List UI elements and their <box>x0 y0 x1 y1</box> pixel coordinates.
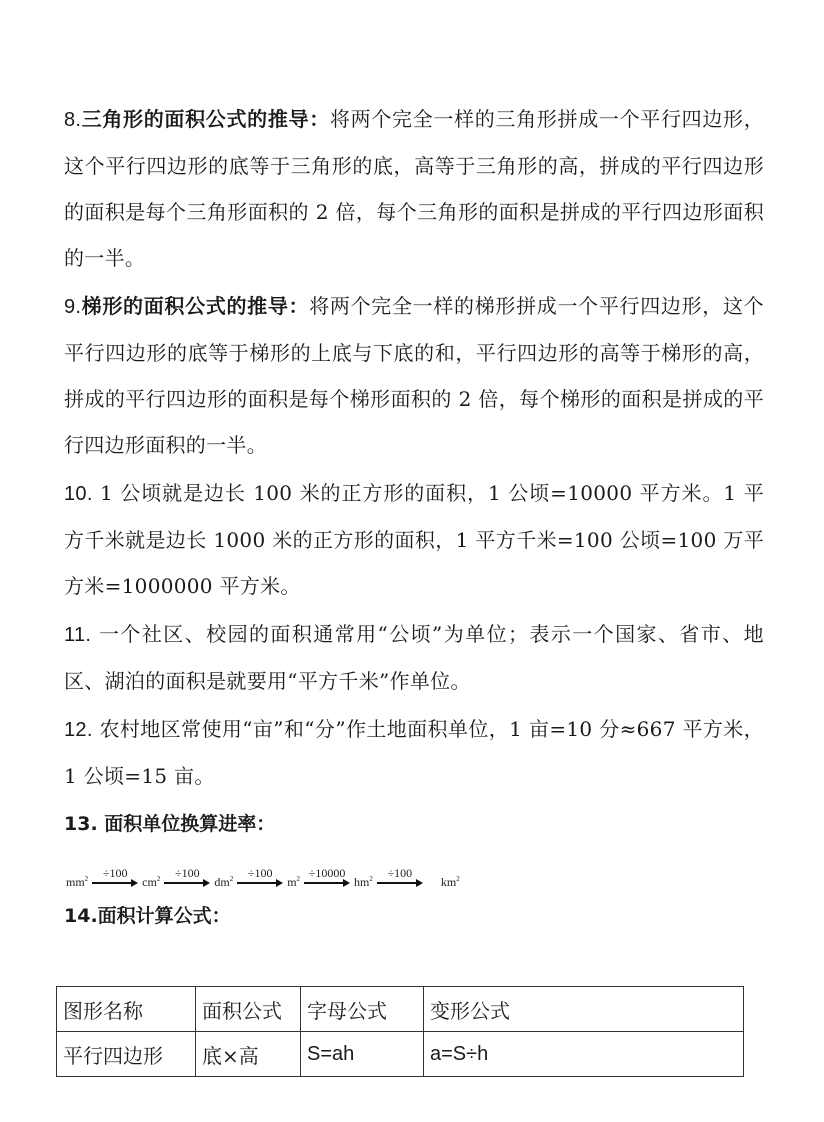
table-cell: S=ah <box>301 1032 424 1077</box>
item-number: 8. <box>64 109 82 131</box>
arrow-right-icon <box>304 879 350 887</box>
paragraph-text: 1 公顷就是边长 100 米的正方形的面积，1 公顷=10000 平方米。1 平方千米就是边长 1000 米的正方形的面积，1 平方千米=100 公顷=100 万平方米=1000000 平方米。 <box>64 481 764 598</box>
unit-km: $km^2$ <box>440 875 460 889</box>
paragraph-text: 将两个完全一样的梯形拼成一个平行四边形，这个平行四边形的底等于梯形的上底与下底的和，平行四边形的高等于梯形的高，拼成的平行四边形的面积是每个梯形面积的 2 倍，每个梯形的面积是拼成的平行四边形面积的一半。 <box>64 294 764 457</box>
paragraph-12 <box>64 706 764 799</box>
document-body <box>64 96 764 939</box>
table-header-cell: 变形公式 <box>424 987 744 1032</box>
paragraph-11 <box>64 611 764 704</box>
table-cell: 平行四边形 <box>57 1032 196 1077</box>
item-number: 10. <box>64 483 93 505</box>
area-formula-table <box>56 986 744 1077</box>
table-header-row <box>57 987 744 1032</box>
unit-dm: $dm^2$ <box>214 875 234 889</box>
unit-hm: $hm^2$ <box>354 875 373 889</box>
unit-conversion-chain <box>64 847 764 891</box>
table-header-cell: 图形名称 <box>57 987 196 1032</box>
paragraph-text: 将两个完全一样的三角形拼成一个平行四边形，这个平行四边形的底等于三角形的底，高等于三角形的高，拼成的平行四边形的面积是每个三角形面积的 2 倍，每个三角形的面积是拼成的平行四边形面积的一半。 <box>64 107 764 270</box>
item-number: 9. <box>64 296 82 318</box>
conversion-step: ÷10000 <box>304 867 350 887</box>
conversion-step: ÷100 <box>377 867 423 887</box>
conversion-step: ÷100 <box>92 867 138 887</box>
item-number: 11. <box>64 624 92 646</box>
item-number: 12. <box>64 719 93 741</box>
table-cell: 底×高 <box>196 1032 301 1077</box>
table-header-cell: 字母公式 <box>301 987 424 1032</box>
unit-cm: $cm^2$ <box>142 875 161 889</box>
arrow-right-icon <box>92 879 138 887</box>
paragraph-text: 一个社区、校园的面积通常用“公顷”为单位；表示一个国家、省市、地区、湖泊的面积是就要用“平方千米”作单位。 <box>64 622 764 693</box>
table-cell: a=S÷h <box>424 1032 744 1077</box>
paragraph-10 <box>64 470 764 609</box>
arrow-right-icon <box>164 879 210 887</box>
paragraph-text: 农村地区常使用“亩”和“分”作土地面积单位，1 亩=10 分≈667 平方米，1 公顷=15 亩。 <box>64 717 764 788</box>
table-header-cell: 面积公式 <box>196 987 301 1032</box>
table-row <box>57 1032 744 1077</box>
paragraph-title: 三角形的面积公式的推导： <box>81 107 330 131</box>
heading-14: 14.面积计算公式： <box>64 905 231 927</box>
paragraph-9 <box>64 283 764 468</box>
arrow-right-icon <box>377 879 423 887</box>
heading-13: 13. 面积单位换算进率： <box>64 813 276 835</box>
conversion-step: ÷100 <box>164 867 210 887</box>
paragraph-title: 梯形的面积公式的推导： <box>81 294 310 318</box>
unit-m: $m^2$ <box>287 875 301 889</box>
conversion-step: ÷100 <box>237 867 283 887</box>
arrow-right-icon <box>237 879 283 887</box>
unit-mm: $mm^2$ <box>66 875 89 889</box>
paragraph-8 <box>64 96 764 281</box>
